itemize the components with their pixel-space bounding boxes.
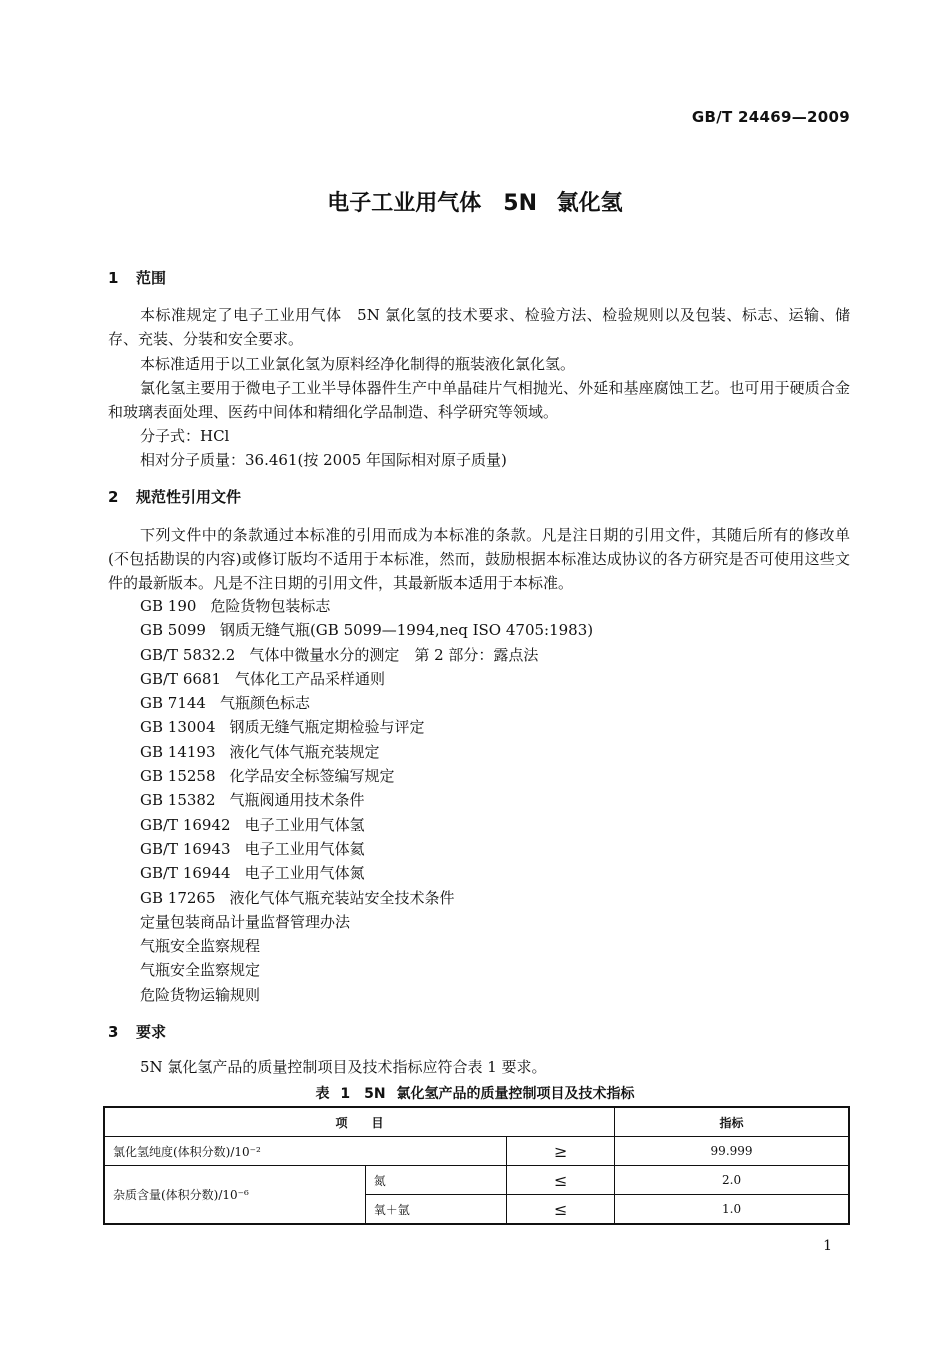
scope-paragraph-1: 本标准规定了电子工业用气体 5N 氯化氢的技术要求、检验方法、检验规则以及包装、标志、运输、储存、充装、分装和安全要求。 <box>108 306 850 348</box>
reference-code: GB 13004 <box>140 718 216 737</box>
reference-title: 气瓶阀通用技术条件 <box>229 791 365 810</box>
reference-item <box>140 983 593 1007</box>
reference-title: 液化气体气瓶充装站安全技术条件 <box>229 888 455 907</box>
header-item: 项 目 <box>104 1107 615 1137</box>
reference-code: GB/T 16943 <box>140 839 231 858</box>
reference-item <box>140 813 593 837</box>
reference-item <box>140 740 593 764</box>
reference-item <box>140 934 593 958</box>
section-title: 要求 <box>136 1023 167 1041</box>
reference-title: 电子工业用气体氦 <box>244 839 365 858</box>
o2ar-value: 1.0 <box>615 1195 849 1225</box>
reference-title: 电子工业用气体氮 <box>244 864 365 883</box>
header-value: 指标 <box>615 1107 849 1137</box>
spec-table <box>103 1106 850 1225</box>
section-2-heading <box>108 486 241 507</box>
reference-title: 电子工业用气体氢 <box>244 815 365 834</box>
reference-title: 气体化工产品采样通则 <box>235 669 386 688</box>
reference-item <box>140 667 593 691</box>
reference-title: 气瓶安全监察规定 <box>140 961 261 980</box>
reference-item <box>140 594 593 618</box>
purity-label: 氯化氢纯度(体积分数)/10⁻² <box>104 1137 507 1166</box>
purity-relation: ≥ <box>507 1137 615 1166</box>
reference-item <box>140 958 593 982</box>
o2ar-relation: ≤ <box>507 1195 615 1225</box>
section-number: 2 <box>108 488 119 506</box>
reference-code: GB 5099 <box>140 621 206 640</box>
reference-code: GB 7144 <box>140 694 206 713</box>
page-number: 1 <box>823 1238 832 1254</box>
o2ar-label: 氧＋氩 <box>365 1195 507 1225</box>
n2-label: 氮 <box>365 1166 507 1195</box>
scope-paragraph-2: 本标准适用于以工业氯化氢为原料经净化制得的瓶装液化氯化氢。 <box>140 355 576 373</box>
reference-code: GB/T 16944 <box>140 864 231 883</box>
reference-code: GB 15382 <box>140 791 216 810</box>
reference-item <box>140 788 593 812</box>
reference-title: 化学品安全标签编写规定 <box>229 767 395 786</box>
molecular-formula: 分子式：HCl <box>140 427 230 445</box>
reference-item <box>140 910 593 934</box>
reference-title: 钢质无缝气瓶定期检验与评定 <box>229 718 425 737</box>
section-title: 范围 <box>136 269 167 287</box>
n2-value: 2.0 <box>615 1166 849 1195</box>
n2-relation: ≤ <box>507 1166 615 1195</box>
reference-item <box>140 618 593 642</box>
reference-title: 气瓶颜色标志 <box>219 694 310 713</box>
molar-mass: 相对分子质量：36.461(按 2005 年国际相对原子质量) <box>140 451 507 469</box>
reference-item <box>140 886 593 910</box>
reference-title: 危险货物包装标志 <box>210 597 331 615</box>
reference-code: GB 17265 <box>140 888 216 907</box>
reference-list <box>140 594 593 1007</box>
standard-code: GB/T 24469—2009 <box>691 108 850 126</box>
scope-paragraph-3: 氯化氢主要用于微电子工业半导体器件生产中单晶硅片气相抛光、外延和基座腐蚀工艺。也可用于硬质合金和玻璃表面处理、医药中间体和精细化学品制造、科学研究等领域。 <box>108 379 850 421</box>
reference-code: GB/T 5832.2 <box>140 645 236 664</box>
reference-item <box>140 764 593 788</box>
requirements-intro: 5N 氯化氢产品的质量控制项目及技术指标应符合表 1 要求。 <box>140 1058 547 1076</box>
section-title: 规范性引用文件 <box>136 488 242 506</box>
reference-item <box>140 691 593 715</box>
section-number: 1 <box>108 269 119 287</box>
section-1-heading <box>108 267 166 288</box>
reference-title: 定量包装商品计量监督管理办法 <box>140 912 351 931</box>
reference-title: 气体中微量水分的测定 第 2 部分：露点法 <box>249 645 539 664</box>
reference-item <box>140 861 593 885</box>
table-row <box>104 1166 849 1195</box>
impurity-label: 杂质含量(体积分数)/10⁻⁶ <box>104 1166 365 1225</box>
reference-item <box>140 643 593 667</box>
reference-title: 钢质无缝气瓶(GB 5099—1994,neq ISO 4705:1983) <box>219 621 594 640</box>
reference-code: GB 15258 <box>140 767 216 786</box>
section-3-heading <box>108 1021 166 1042</box>
reference-title: 危险货物运输规则 <box>140 985 261 1004</box>
normative-intro: 下列文件中的条款通过本标准的引用而成为本标准的条款。凡是注日期的引用文件，其随后所有的修改单(不包括勘误的内容)或修订版均不适用于本标准，然而，鼓励根据本标准达成协议的各方研究是否可使用这些文件的最新版本。凡是不注日期的引用文件，其最新版本适用于本标准。 <box>108 526 850 592</box>
reference-title: 气瓶安全监察规程 <box>140 937 261 956</box>
reference-code: GB 14193 <box>140 742 216 761</box>
reference-title: 液化气体气瓶充装规定 <box>229 742 380 761</box>
reference-code: GB/T 16942 <box>140 815 231 834</box>
section-number: 3 <box>108 1023 119 1041</box>
table-header-row <box>104 1107 849 1137</box>
table-row <box>104 1137 849 1166</box>
table-caption: 表 1 5N 氯化氢产品的质量控制项目及技术指标 <box>315 1086 635 1102</box>
purity-value: 99.999 <box>615 1137 849 1166</box>
reference-code: GB 190 <box>140 597 197 615</box>
reference-item <box>140 715 593 739</box>
reference-item <box>140 837 593 861</box>
document-title: 电子工业用气体 5N 氯化氢 <box>327 191 623 216</box>
reference-code: GB/T 6681 <box>140 669 222 688</box>
